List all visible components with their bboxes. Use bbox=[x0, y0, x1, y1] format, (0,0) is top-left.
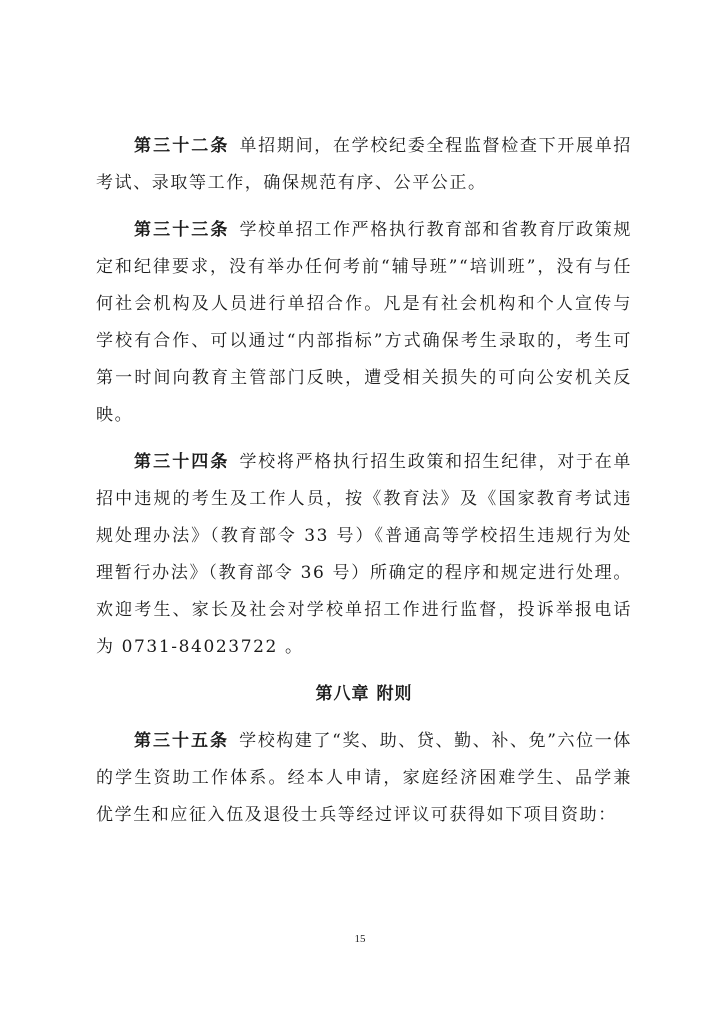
article-label: 第三十四条 bbox=[134, 452, 230, 472]
article-label: 第三十三条 bbox=[134, 220, 230, 240]
article-label: 第三十五条 bbox=[134, 731, 230, 751]
article-34 bbox=[96, 444, 632, 666]
article-text: 学校将严格执行招生政策和招生纪律，对于在单招中违规的考生及工作人员，按《教育法》及《国家教育考试违规处理办法》（教育部令 33 号）《普通高等学校招生违规行为处理暂行办法》（教育部令 36 号）所确定的程序和规定进行处理。欢迎考生、家长及社会对学校单招工作进行监督，投诉举报电话为 0731-84023722 。 bbox=[96, 452, 632, 657]
article-text: 学校构建了“奖、助、贷、勤、补、免”六位一体的学生资助工作体系。经本人申请，家庭经济困难学生、品学兼优学生和应征入伍及退役士兵等经过评议可获得如下项目资助： bbox=[96, 731, 632, 825]
article-text: 学校单招工作严格执行教育部和省教育厅政策规定和纪律要求，没有举办任何考前“辅导班”“培训班”，没有与任何社会机构及人员进行单招合作。凡是有社会机构和个人宣传与学校有合作、可以通过“内部指标”方式确保考生录取的，考生可第一时间向教育主管部门反映，遭受相关损失的可向公安机关反映。 bbox=[96, 220, 632, 425]
page-number: 15 bbox=[354, 933, 366, 945]
article-label: 第三十二条 bbox=[134, 136, 230, 156]
chapter-heading: 第八章 附则 bbox=[315, 684, 413, 704]
article-32 bbox=[96, 128, 632, 202]
article-text: 单招期间，在学校纪委全程监督检查下开展单招考试、录取等工作，确保规范有序、公平公正。 bbox=[96, 136, 632, 193]
article-35 bbox=[96, 723, 632, 834]
document-body bbox=[96, 128, 632, 844]
article-33 bbox=[96, 212, 632, 434]
